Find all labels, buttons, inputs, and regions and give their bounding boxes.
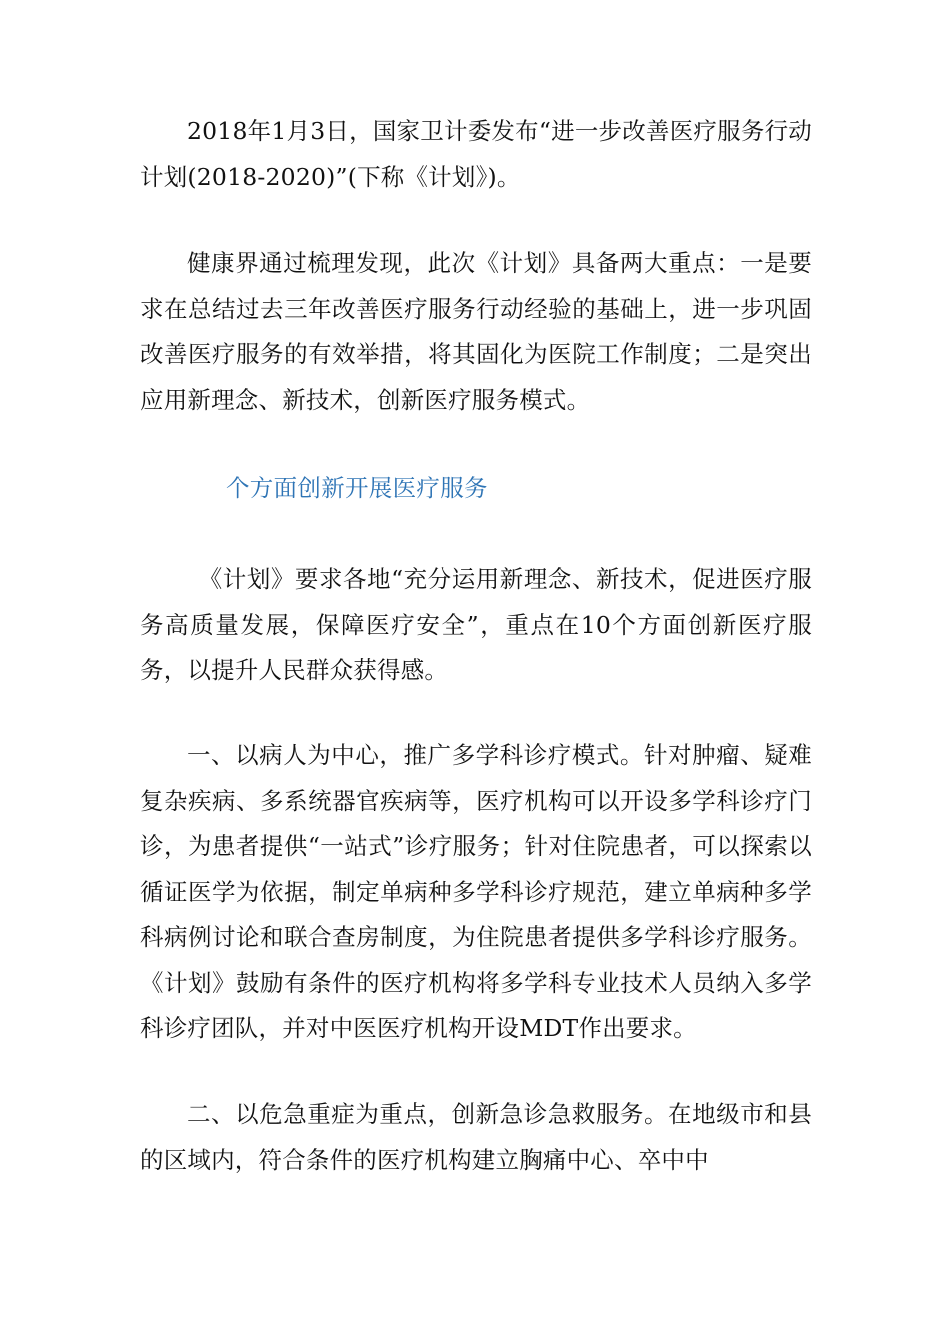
section-heading: 个方面创新开展医疗服务 bbox=[226, 474, 488, 502]
paragraph-item-one: 一、以病人为中心，推广多学科诊疗模式。针对肿瘤、疑难复杂疾病、多系统器官疾病等，医疗机构可以开设多学科诊疗门诊，为患者提供“一站式”诊疗服务；针对住院患者，可以探索以循证医学为依据，制定单病种多学科诊疗规范，建立单病种多学科病例讨论和联合查房制度，为住院患者提供多学科诊疗服务。《计划》鼓励有条件的医疗机构将多学科专业技术人员纳入多学科诊疗团队，并对中医医疗机构开设MDT作出要求。 bbox=[140, 741, 812, 1042]
paragraph-plan-requirement: 《计划》要求各地“充分运用新理念、新技术，促进医疗服务高质量发展，保障医疗安全”，重点在10个方面创新医疗服务，以提升人民群众获得感。 bbox=[140, 565, 812, 684]
paragraph-item-two: 二、以危急重症为重点，创新急诊急救服务。在地级市和县的区域内，符合条件的医疗机构建立胸痛中心、卒中中 bbox=[140, 1100, 812, 1174]
paragraph-key-points: 健康界通过梳理发现，此次《计划》具备两大重点：一是要求在总结过去三年改善医疗服务行动经验的基础上，进一步巩固改善医疗服务的有效举措，将其固化为医院工作制度；二是突出应用新理念、新技术，创新医疗服务模式。 bbox=[140, 249, 812, 414]
paragraph-intro: 2018年1月3日，国家卫计委发布“进一步改善医疗服务行动计划(2018-2020)”(下称《计划》)。 bbox=[140, 117, 812, 191]
